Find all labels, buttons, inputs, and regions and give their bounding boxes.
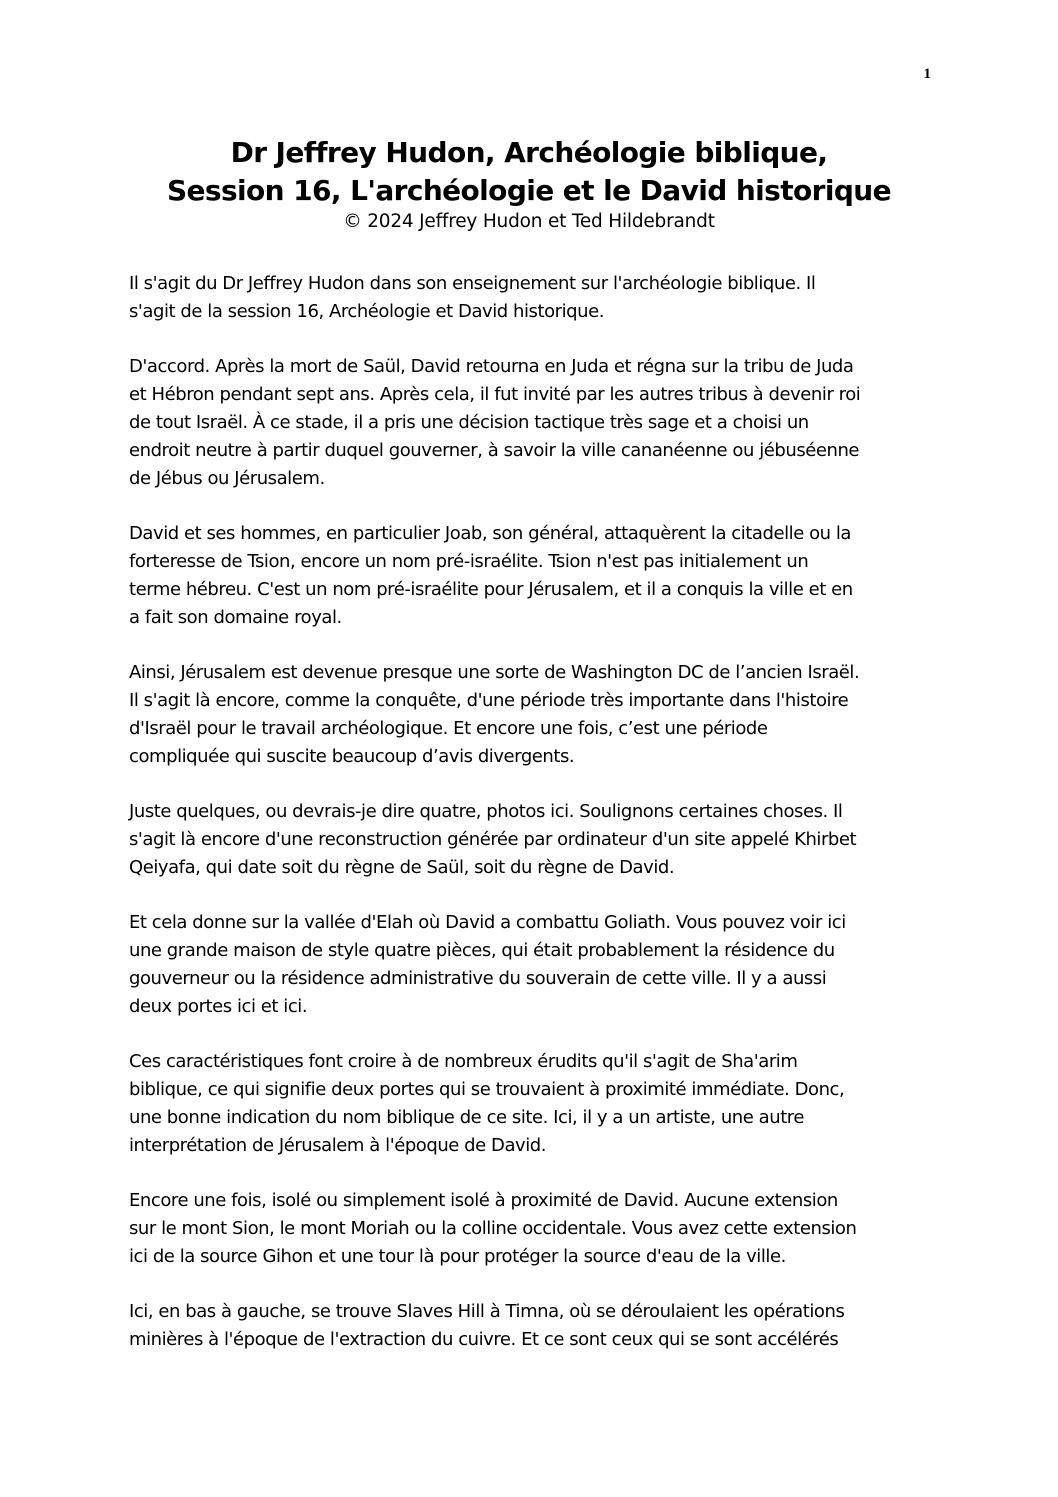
paragraph — [129, 798, 929, 882]
document-title-line-1: Dr Jeffrey Hudon, Archéologie biblique, — [230, 136, 828, 169]
paragraph-line: une bonne indication du nom biblique de ce site. Ici, il y a un artiste, une autre — [129, 1107, 804, 1128]
paragraph-line: minières à l'époque de l'extraction du cuivre. Et ce sont ceux qui se sont accélérés — [129, 1329, 839, 1350]
paragraph — [129, 353, 929, 493]
paragraph — [129, 1298, 929, 1354]
paragraph-line: D'accord. Après la mort de Saül, David retourna en Juda et régna sur la tribu de Juda — [129, 356, 854, 377]
paragraph-line: s'agit là encore d'une reconstruction générée par ordinateur d'un site appelé Khirbet — [129, 829, 857, 850]
document-body — [129, 270, 929, 1381]
paragraph — [129, 270, 929, 326]
paragraph-line: biblique, ce qui signifie deux portes qui se trouvaient à proximité immédiate. Donc, — [129, 1079, 845, 1100]
paragraph-line: Qeiyafa, qui date soit du règne de Saül, soit du règne de David. — [129, 857, 675, 878]
document-title-line-2: Session 16, L'archéologie et le David historique — [166, 174, 892, 207]
paragraph-line: et Hébron pendant sept ans. Après cela, il fut invité par les autres tribus à devenir roi — [129, 384, 861, 405]
paragraph-line: Il s'agit du Dr Jeffrey Hudon dans son enseignement sur l'archéologie biblique. Il — [129, 273, 816, 294]
paragraph-line: David et ses hommes, en particulier Joab, son général, attaquèrent la citadelle ou la — [129, 523, 852, 544]
paragraph-line: s'agit de la session 16, Archéologie et David historique. — [129, 301, 604, 322]
paragraph-line: de tout Israël. À ce stade, il a pris une décision tactique très sage et a choisi un — [129, 412, 809, 433]
paragraph-line: Ici, en bas à gauche, se trouve Slaves Hill à Timna, où se déroulaient les opérations — [129, 1301, 845, 1322]
paragraph-line: ici de la source Gihon et une tour là pour protéger la source d'eau de la ville. — [129, 1246, 786, 1267]
paragraph-line: sur le mont Sion, le mont Moriah ou la colline occidentale. Vous avez cette extension — [129, 1218, 857, 1239]
paragraph-line: Et cela donne sur la vallée d'Elah où David a combattu Goliath. Vous pouvez voir ici — [129, 912, 846, 933]
paragraph-line: forteresse de Tsion, encore un nom pré-israélite. Tsion n'est pas initialement un — [129, 551, 809, 572]
paragraph — [129, 520, 929, 632]
paragraph — [129, 1048, 929, 1160]
paragraph — [129, 659, 929, 771]
paragraph-line: Ces caractéristiques font croire à de nombreux érudits qu'il s'agit de Sha'arim — [129, 1051, 798, 1072]
paragraph-line: endroit neutre à partir duquel gouverner, à savoir la ville cananéenne ou jébuséenne — [129, 440, 860, 461]
paragraph-line: terme hébreu. C'est un nom pré-israélite pour Jérusalem, et il a conquis la ville et en — [129, 579, 853, 600]
copyright-notice: © 2024 Jeffrey Hudon et Ted Hildebrandt — [343, 211, 715, 232]
paragraph-line: deux portes ici et ici. — [129, 996, 308, 1017]
paragraph-line: Encore une fois, isolé ou simplement isolé à proximité de David. Aucune extension — [129, 1190, 838, 1211]
paragraph-line: une grande maison de style quatre pièces, qui était probablement la résidence du — [129, 940, 835, 961]
paragraph-line: compliquée qui suscite beaucoup d’avis divergents. — [129, 746, 575, 767]
paragraph — [129, 909, 929, 1021]
paragraph-line: Ainsi, Jérusalem est devenue presque une sorte de Washington DC de l’ancien Israël. — [129, 662, 860, 683]
page-number: 1 — [923, 66, 931, 82]
paragraph-line: interprétation de Jérusalem à l'époque de David. — [129, 1135, 547, 1156]
paragraph-line: gouverneur ou la résidence administrative du souverain de cette ville. Il y a aussi — [129, 968, 827, 989]
title-block — [0, 134, 1058, 234]
paragraph-line: Juste quelques, ou devrais-je dire quatre, photos ici. Soulignons certaines choses. Il — [129, 801, 843, 822]
paragraph — [129, 1187, 929, 1271]
paragraph-line: de Jébus ou Jérusalem. — [129, 468, 325, 489]
paragraph-line: Il s'agit là encore, comme la conquête, d'une période très importante dans l'histoire — [129, 690, 849, 711]
paragraph-line: d'Israël pour le travail archéologique. Et encore une fois, c’est une période — [129, 718, 768, 739]
paragraph-line: a fait son domaine royal. — [129, 607, 342, 628]
